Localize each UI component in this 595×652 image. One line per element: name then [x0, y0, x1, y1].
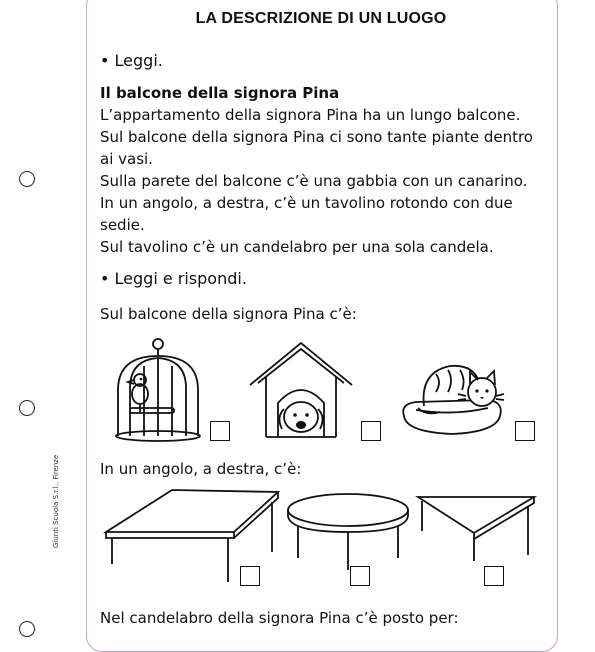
publisher-credit: Giunti Scuola S.r.l., Firenze [52, 454, 60, 548]
round-table-icon [286, 492, 410, 572]
story-line: L’appartamento della signora Pina ha un lungo balcone. [100, 106, 521, 124]
binder-hole-top [19, 171, 35, 187]
binder-hole-middle [19, 400, 35, 416]
doghouse-icon [246, 337, 356, 441]
story-line: Sul tavolino c’è un candelabro per una sola candela. [100, 238, 494, 256]
triangle-table-icon [416, 493, 536, 563]
story-title: Il balcone della signora Pina [100, 84, 340, 102]
page-title: LA DESCRIZIONE DI UN LUOGO [195, 10, 447, 27]
story-line: Sulla parete del balcone c’è una gabbia con un canarino. [100, 172, 528, 190]
instruction-read: • Leggi. [100, 51, 163, 70]
binder-hole-bottom [19, 621, 35, 637]
answer-box-round-table[interactable] [350, 566, 370, 586]
answer-box-square-table[interactable] [240, 566, 260, 586]
answer-box-cat[interactable] [515, 421, 535, 441]
story-line: sedie. [100, 216, 145, 234]
cat-on-cushion-icon [396, 350, 506, 440]
question-1: Sul balcone della signora Pina c’è: [100, 305, 357, 323]
question-2: In un angolo, a destra, c’è: [100, 460, 302, 478]
answer-box-birdcage[interactable] [210, 421, 230, 441]
answer-box-doghouse[interactable] [361, 421, 381, 441]
birdcage-icon [112, 336, 204, 442]
story-line: In un angolo, a destra, c’è un tavolino rotondo con due [100, 194, 513, 212]
story-line: ai vasi. [100, 150, 153, 168]
instruction-answer: • Leggi e rispondi. [100, 269, 247, 288]
question-3: Nel candelabro della signora Pina c’è posto per: [100, 609, 459, 627]
story-line: Sul balcone della signora Pina ci sono tante piante dentro [100, 128, 533, 146]
answer-box-triangle-table[interactable] [484, 566, 504, 586]
